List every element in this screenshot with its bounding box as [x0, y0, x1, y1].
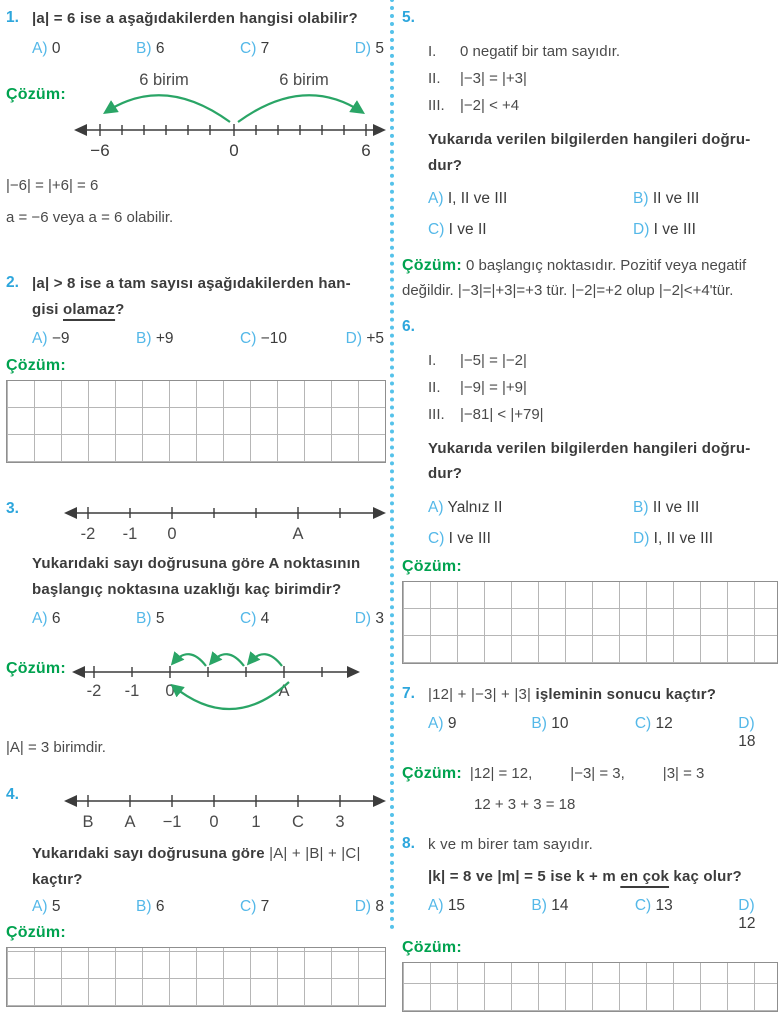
options-row [6, 40, 386, 58]
solution-label: Çözüm: [6, 85, 66, 103]
solution-label: Çözüm: [402, 939, 462, 957]
option-d: D) 12 [738, 897, 756, 933]
tick-label: 6 [361, 140, 371, 160]
options-grid [402, 499, 778, 548]
tick-label: -1 [122, 525, 138, 543]
statement-3: III. |−2| < +4 [428, 97, 520, 115]
question-2 [6, 271, 386, 463]
option-d: D) 3 [354, 610, 384, 627]
question-number: 1. [6, 9, 19, 26]
tick-label: -2 [80, 525, 96, 543]
underlined-word: olamaz [63, 300, 116, 318]
tick-label: 1 [251, 813, 261, 832]
statement-3: III. |−81| < |+79| [428, 405, 544, 423]
question-3 [6, 497, 386, 759]
question-text: k ve m birer tam sayıdır. [428, 836, 594, 854]
option-d: D) I ve III [633, 221, 696, 239]
solution-step: |−3| = 3, [570, 765, 625, 783]
tick-label: 0 [165, 682, 175, 700]
option-c: C) 12 [634, 715, 673, 733]
right-arc [238, 95, 362, 122]
solution-step: |12| = 12, [469, 765, 533, 783]
solution-grid [6, 380, 386, 463]
tick-label: 0 [167, 525, 177, 543]
option-a: A) 6 [32, 610, 61, 627]
options-row [6, 898, 386, 916]
option-b: B) +9 [136, 330, 174, 347]
left-column [6, 0, 386, 1007]
question-text: |12| + |−3| + |3| işleminin sonucu kaçtır? [428, 685, 717, 703]
tick-label: 3 [335, 813, 345, 832]
question-number: 3. [6, 500, 19, 517]
right-column [402, 0, 778, 1012]
option-d: D) 5 [354, 39, 384, 57]
option-c: C) 4 [240, 610, 270, 627]
solution-step: |−6| = |+6| = 6 [6, 176, 99, 194]
option-a: A) 0 [32, 39, 61, 57]
option-c: C) 7 [240, 898, 270, 916]
solution-label: Çözüm: [6, 660, 66, 677]
solution-grid [402, 962, 778, 1012]
option-b: B) II ve III [633, 190, 700, 208]
option-a: A) 5 [32, 898, 61, 916]
option-b: B) 6 [136, 39, 165, 57]
options-row [6, 610, 386, 628]
arc-label-left: 6 birim [139, 70, 189, 89]
solution-paragraph [402, 765, 778, 783]
option-b: B) 5 [136, 610, 165, 627]
tick-label: -2 [86, 682, 102, 700]
big-arc [173, 682, 289, 709]
tick-label: C [292, 813, 304, 832]
question-6 [402, 315, 778, 664]
solution-label: Çözüm: [402, 257, 462, 275]
question-5 [402, 6, 778, 303]
solution-step: a = −6 veya a = 6 olabilir. [6, 208, 174, 226]
question-number: 5. [402, 9, 415, 26]
hop-arc [249, 654, 282, 666]
option-c: C) 13 [634, 897, 673, 915]
option-b: B) 14 [531, 897, 569, 915]
question-number: 4. [6, 786, 19, 804]
solution-grid [6, 947, 386, 1007]
solution-label: Çözüm: [6, 357, 66, 374]
options-grid [402, 190, 778, 239]
option-c: C) I ve II [428, 221, 487, 239]
solution-step: |3| = 3 [662, 765, 705, 783]
q4-number-line-diagram [60, 785, 390, 833]
option-d: D) 18 [738, 715, 756, 751]
tick-label: -1 [124, 682, 140, 700]
hop-arc [211, 654, 244, 666]
question-4 [6, 783, 386, 1007]
question-number: 2. [6, 274, 19, 291]
question-text: Yukarıda verilen bilgilerden hangileri doğru- dur? [428, 131, 751, 174]
solution-label: Çözüm: [402, 557, 462, 575]
solution-grid [402, 581, 778, 664]
option-a: A) Yalnız II [428, 498, 503, 516]
option-c: C) 7 [240, 39, 270, 57]
options-row [402, 897, 778, 933]
option-a: A) 9 [428, 715, 457, 733]
question-7 [402, 682, 778, 817]
question-text: Yukarıdaki sayı doğrusuna göre |A| + |B| + |C| kaçtır? [32, 845, 361, 888]
question-number: 7. [402, 684, 415, 702]
solution-step: 12 + 3 + 3 = 18 [474, 796, 576, 814]
solution-paragraph: Çözüm: 0 başlangıç noktasıdır. Pozitif veya negatif değildir. |−3|=|+3|=+3 tür. |−2|=+2 olup |−2|<+4'tür. [402, 257, 747, 299]
q1-number-line-diagram [72, 70, 388, 166]
underlined-phrase: en çok [620, 867, 670, 885]
option-a: A) I, II ve III [428, 190, 508, 208]
options-row [6, 330, 386, 348]
option-a: A) 15 [428, 897, 466, 915]
question-text-line2: |k| = 8 ve |m| = 5 ise k + m en çok kaç olur? [428, 867, 742, 885]
statement-2: II. |−3| = |+3| [428, 70, 527, 88]
statement-1: I. 0 negatif bir tam sayıdır. [428, 43, 621, 61]
q3-number-line-diagram [60, 499, 390, 545]
option-b: B) 6 [136, 898, 165, 916]
options-row [402, 715, 778, 751]
statement-2: II. |−9| = |+9| [428, 378, 527, 396]
left-arc [106, 95, 230, 122]
option-a: A) −9 [32, 330, 70, 347]
tick-label: A [278, 682, 290, 700]
hop-arc [173, 654, 206, 666]
tick-label: B [82, 813, 94, 832]
solution-label: Çözüm: [6, 924, 66, 942]
question-text: |a| > 8 ise a tam sayısı aşağıdakilerden han- gisi olamaz? [32, 275, 351, 318]
solution-step: |A| = 3 birimdir. [6, 739, 106, 756]
option-b: B) 10 [531, 715, 569, 733]
question-text: Yukarıda verilen bilgilerden hangileri doğru- dur? [428, 439, 751, 483]
option-d: D) +5 [345, 330, 384, 347]
tick-label: −6 [90, 140, 110, 160]
question-1 [6, 6, 386, 229]
question-text: |a| = 6 ise a aşağıdakilerden hangisi olabilir? [32, 10, 358, 27]
question-number: 8. [402, 835, 415, 853]
tick-label: 0 [229, 140, 239, 160]
question-8 [402, 832, 778, 1012]
arc-label-right: 6 birim [279, 70, 329, 89]
statement-1: I. |−5| = |−2| [428, 351, 527, 369]
tick-label: A [124, 813, 136, 832]
tick-label: −1 [162, 813, 182, 832]
tick-label: 0 [209, 813, 219, 832]
tick-label: A [292, 525, 304, 543]
option-d: D) 8 [354, 898, 384, 916]
q3-solution-diagram [70, 642, 370, 732]
option-c: C) I ve III [428, 529, 491, 547]
option-d: D) I, II ve III [633, 529, 714, 547]
option-b: B) II ve III [633, 498, 700, 516]
option-c: C) −10 [240, 330, 287, 347]
question-number: 6. [402, 317, 415, 335]
column-divider [390, 0, 394, 930]
question-text: Yukarıdaki sayı doğrusuna göre A noktasının başlangıç noktasına uzaklığı kaç birimdir? [32, 555, 361, 598]
solution-label: Çözüm: [402, 765, 462, 783]
